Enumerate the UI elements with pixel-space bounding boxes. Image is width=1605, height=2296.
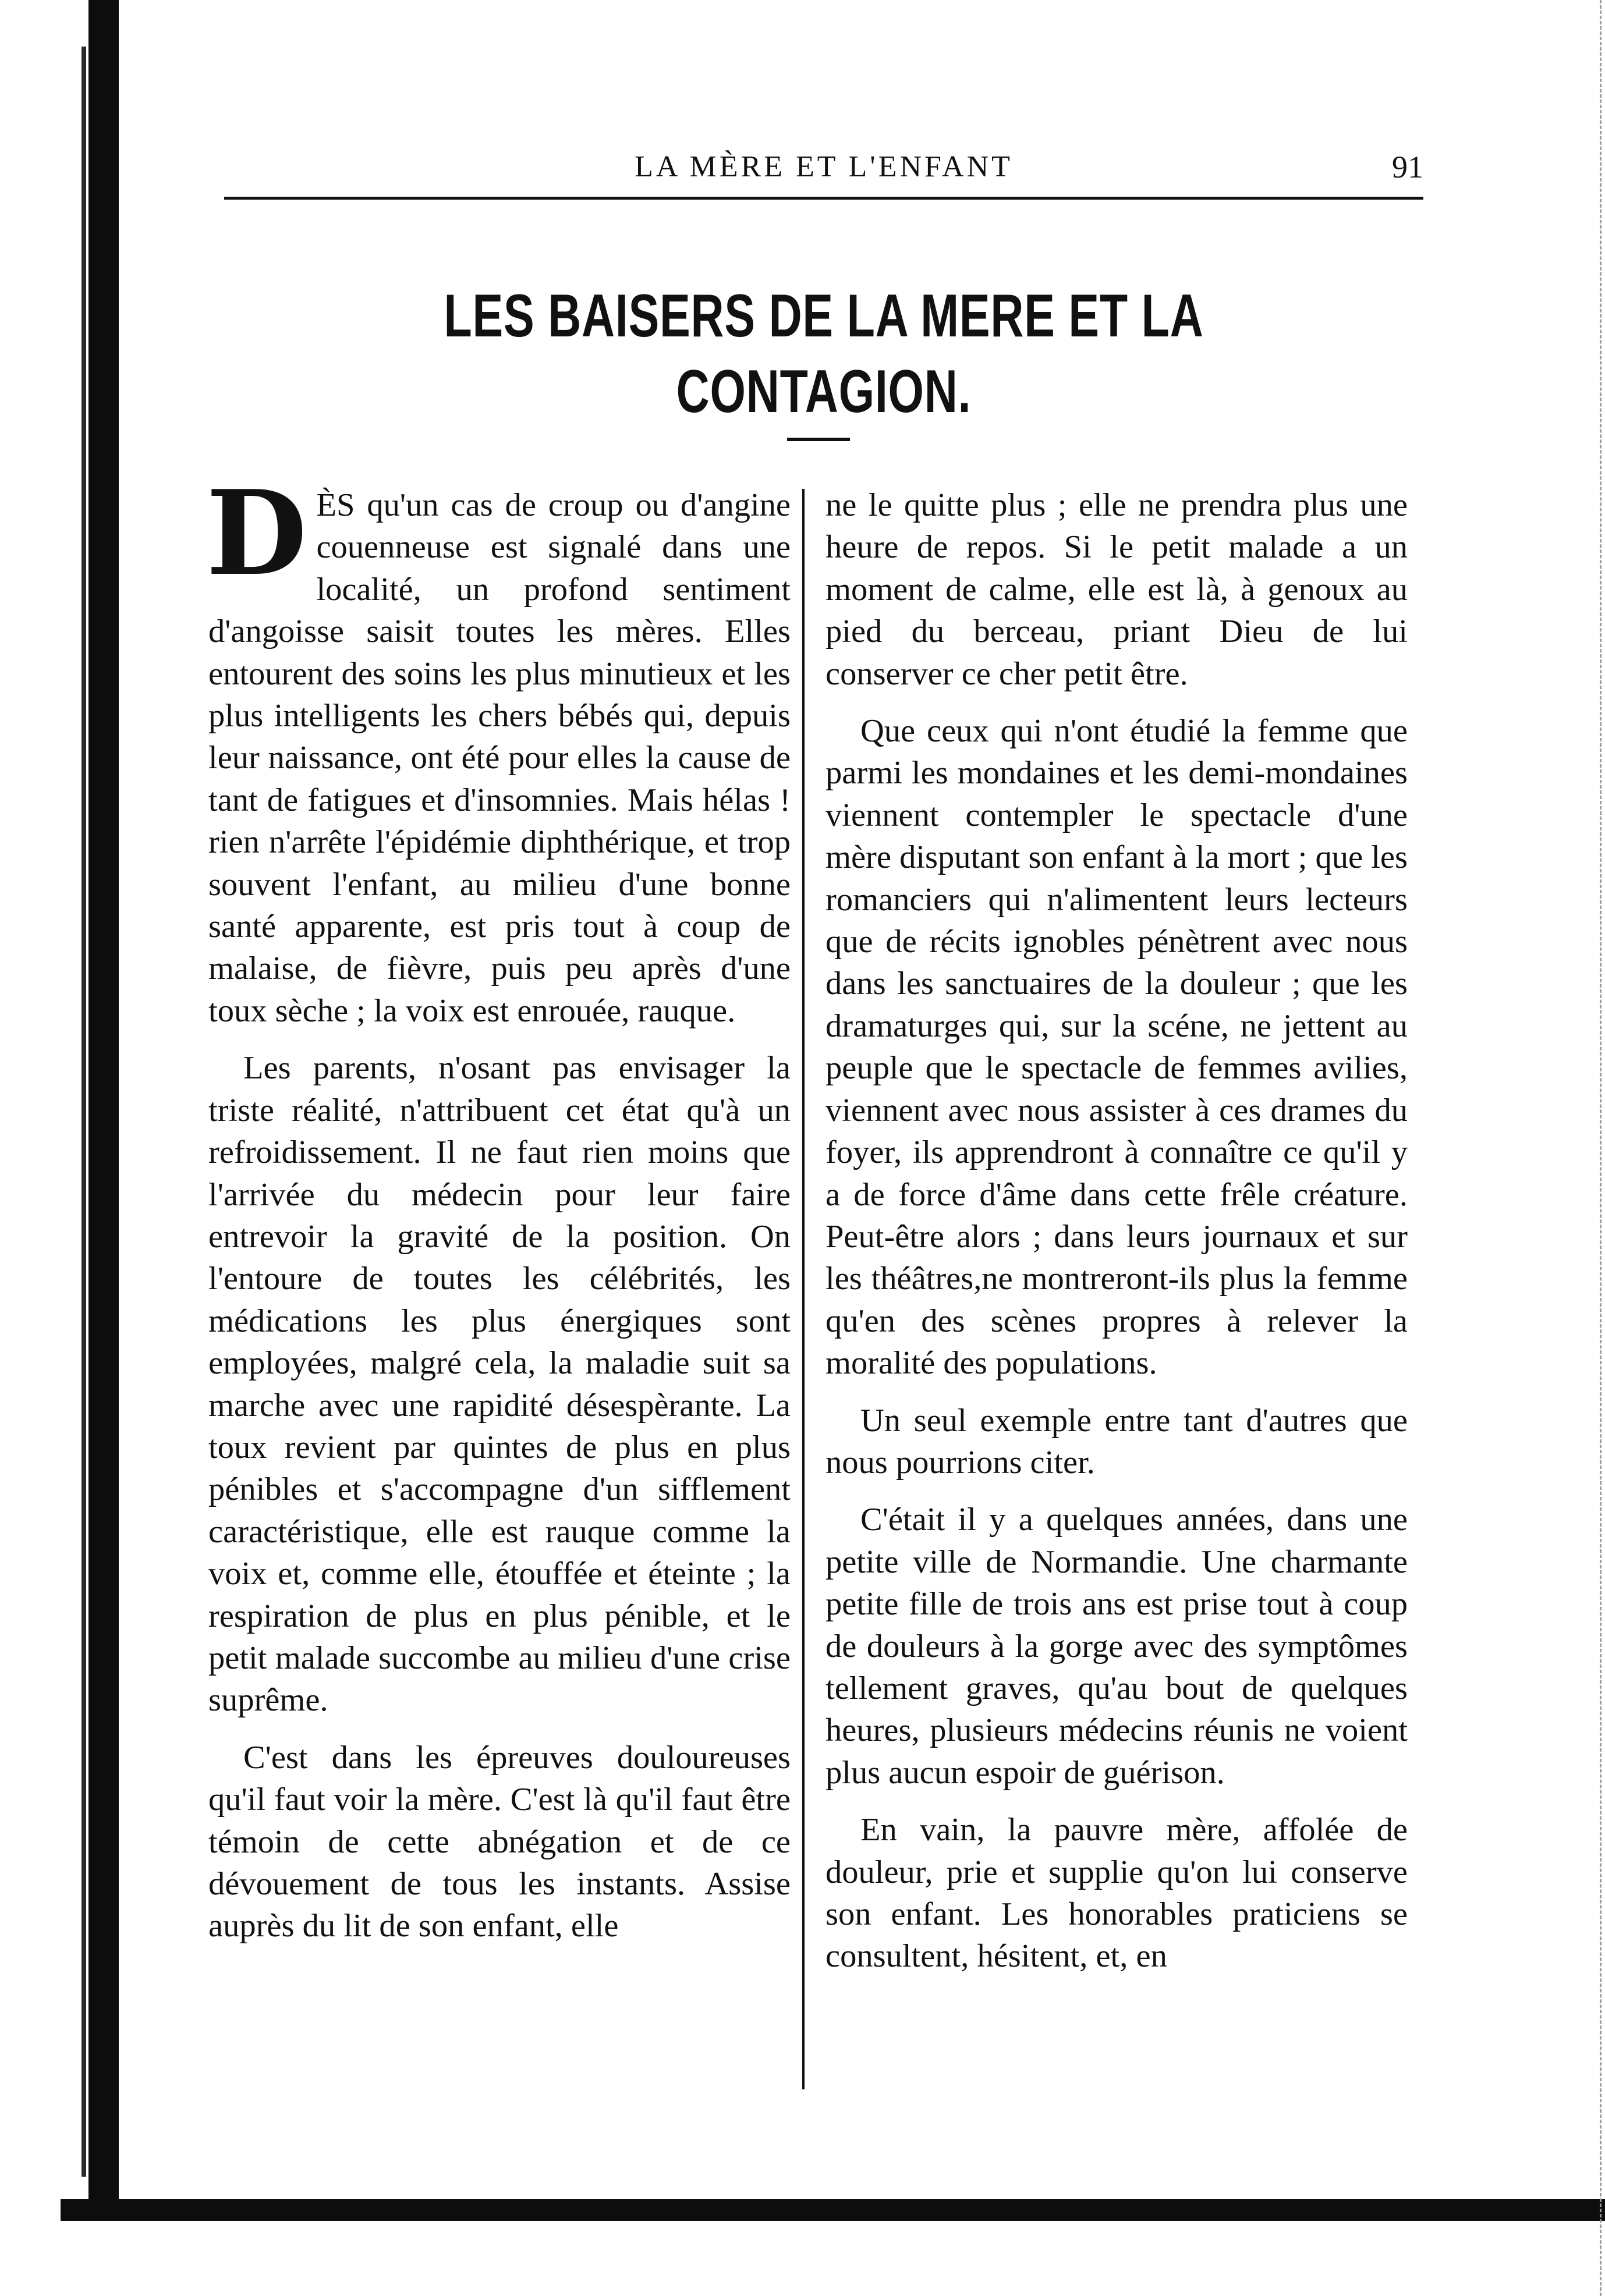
paragraph-text: qu'un cas de croup ou d'angine couenneuse est signalé dans une localité, un profond sentiment d'angoisse saisit toutes les mères. Elles entourent des soins les plus minutieux et les plus intelligents les chers bébés qui, depuis leur naissance, ont été pour elles la cause de tant de fatigues et d'insomnies. Mais hélas ! rien n'arrête l'épidémie diphthérique, et trop souvent l'enfant, au milieu d'une bonne santé apparente, est pris tout à coup de malaise, de fièvre, puis peu après d'une toux sèche ; la voix est enrouée, rauque. bbox=[208, 487, 791, 1029]
paragraph: Les parents, n'osant pas envisager la triste réalité, n'attribuent cet état qu'à un refroidissement. Il ne faut rien moins que l'arrivée du médecin pour leur faire entrevoir la gravité de la position. On l'entoure de toutes les célébrités, les médications les plus énergiques sont employées, malgré cela, la maladie suit sa marche avec une rapidité désespèrante. La toux revient par quintes de plus en plus pénibles et s'accompagne d'un sifflement caractéristique, elle est rauque comme la voix et, comme elle, étouffée et éteinte ; la respiration de plus en plus pénible, et le petit malade succombe au milieu d'une crise suprême. bbox=[208, 1050, 791, 1719]
binding-shadow bbox=[82, 47, 86, 2177]
header-rule bbox=[224, 197, 1423, 200]
first-word: ÈS bbox=[316, 487, 355, 523]
right-scan-edge bbox=[1598, 0, 1602, 2296]
paragraph: En vain, la pauvre mère, affolée de douleur, prie et supplie qu'on lui conserve son enfant. Les honorables praticiens se consultent, hésitent, et, en bbox=[825, 1812, 1408, 1975]
left-column bbox=[206, 465, 791, 1947]
paragraph: C'était il y a quelques années, dans une petite ville de Normandie. Une charmante petite fille de trois ans est prise tout à coup de douleurs à la gorge avec des symptômes tellement graves, qu'au bout de quelques heures, plusieurs médecins réunis ne voient plus aucun espoir de guérison. bbox=[825, 1502, 1408, 1791]
right-column bbox=[825, 484, 1408, 1978]
paragraph: Un seul exemple entre tant d'autres que nous pourrions citer. bbox=[825, 1402, 1408, 1481]
article-title: LES BAISERS DE LA MERE ET LA CONTAGION. bbox=[444, 282, 1204, 425]
binding-edge bbox=[88, 0, 119, 2212]
running-title: LA MÈRE ET L'ENFANT bbox=[635, 150, 1013, 183]
drop-cap: D bbox=[206, 465, 307, 602]
page-number: 91 bbox=[1392, 150, 1423, 184]
column-divider bbox=[802, 489, 805, 2089]
paragraph: C'est dans les épreuves douloureuses qu'il faut voir la mère. C'est là qu'il faut être témoin de cette abnégation et de ce dévouement de tous les instants. Assise auprès du lit de son enfant, elle bbox=[208, 1739, 791, 1944]
running-header bbox=[224, 147, 1423, 187]
bottom-scan-edge bbox=[61, 2199, 1605, 2221]
title-rule bbox=[787, 438, 850, 441]
paragraph: Que ceux qui n'ont étudié la femme que parmi les mondaines et les demi-mondaines viennent contempler le spectacle d'une mère disputant son enfant à la mort ; que les romanciers qui n'alimentent leurs lecteurs que de récits ignobles pénètrent avec nous dans les sanctuaires de la douleur ; que les dramaturges qui, sur la scéne, ne jettent au peuple que le spectacle de femmes avilies, viennent avec nous assister à ces drames du foyer, ils apprendront à connaître ce qu'il y a de force d'âme dans cette frêle créature. Peut-être alors ; dans leurs journaux et sur les théâtres,ne montreront-ils plus la femme qu'en des scènes propres à relever la moralité des populations. bbox=[825, 713, 1408, 1382]
paragraph bbox=[206, 465, 791, 1032]
paragraph: ne le quitte plus ; elle ne prendra plus une heure de repos. Si le petit malade a un moment de calme, elle est là, à genoux au pied du berceau, priant Dieu de lui conserver ce cher petit être. bbox=[825, 487, 1408, 692]
